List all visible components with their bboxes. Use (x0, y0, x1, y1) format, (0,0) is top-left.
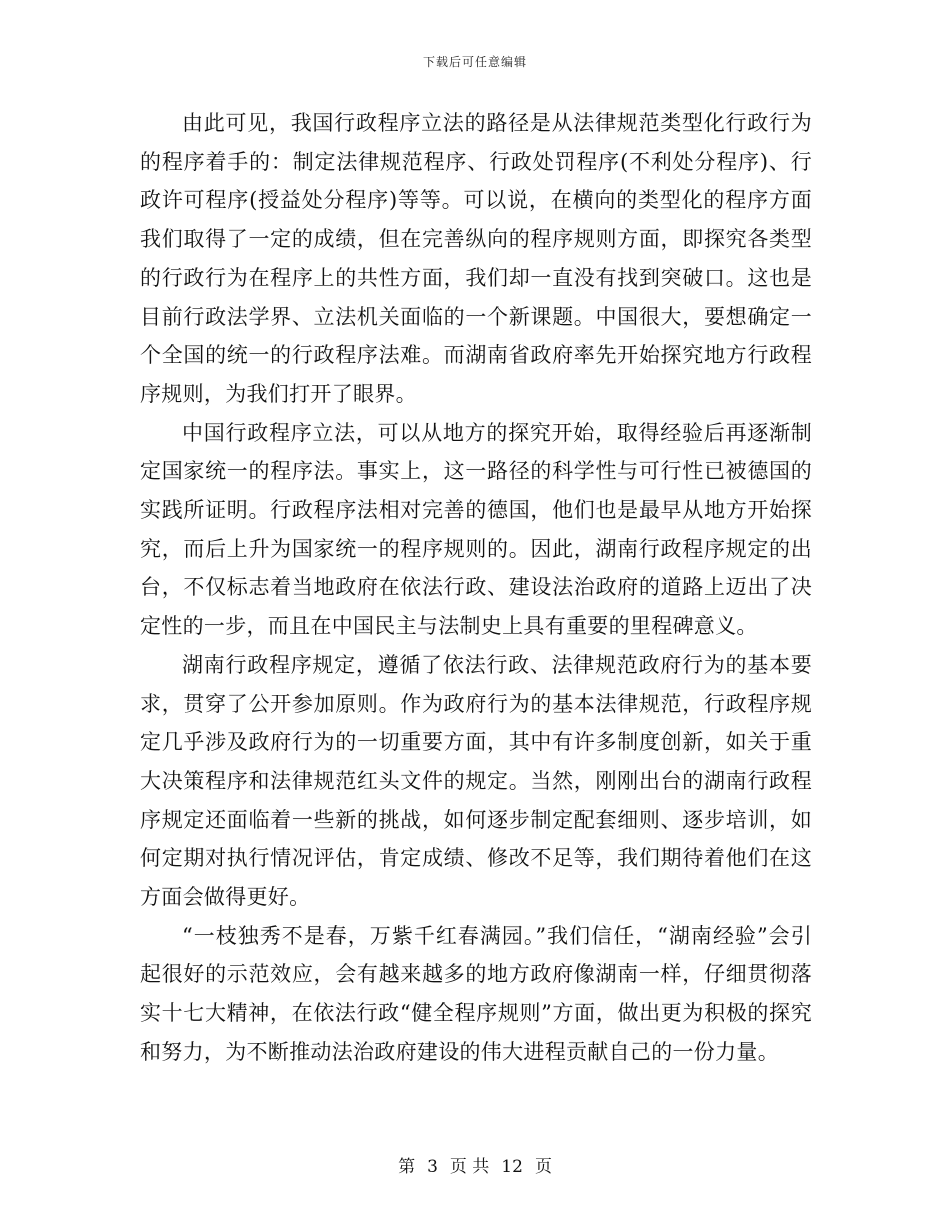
footer-middle: 页 共 (449, 1157, 490, 1177)
footer-prefix: 第 (398, 1157, 416, 1177)
paragraph: “一枝独秀不是春，万紫千红春满园。”我们信任，“湖南经验”会引起很好的示范效应，会有越来越多的地方政府像湖南一样，仔细贯彻落实十七大精神，在依法行政“健全程序规则”方面，做出更为积极的探究和努力，为不断推动法治政府建设的伟大进程贡献自己的一份力量。 (140, 923, 812, 1064)
paragraph: 由此可见，我国行政程序立法的路径是从法律规范类型化行政行为的程序着手的：制定法律规范程序、行政处罚程序(不利处分程序)、行政许可程序(授益处分程序)等等。可以说，在横向的类型化的程序方面我们取得了一定的成绩，但在完善纵向的程序规则方面，即探究各类型的行政行为在程序上的共性方面，我们却一直没有找到突破口。这也是目前行政法学界、立法机关面临的一个新课题。中国很大，要想确定一个全国的统一的行政程序法难。而湖南省政府率先开始探究地方行政程序规则，为我们打开了眼界。 (140, 111, 812, 406)
document-body (140, 104, 812, 1072)
paragraph: 湖南行政程序规定，遵循了依法行政、法律规范政府行为的基本要求，贯穿了公开参加原则。作为政府行为的基本法律规范，行政程序规定几乎涉及政府行为的一切重要方面，其中有许多制度创新，如关于重大决策程序和法律规范红头文件的规定。当然，刚刚出台的湖南行政程序规定还面临着一些新的挑战，如何逐步制定配套细则、逐步培训，如何定期对执行情况评估，肯定成绩、修改不足等，我们期待着他们在这方面会做得更好。 (140, 652, 812, 910)
footer-suffix: 页 (534, 1157, 552, 1177)
footer-total-pages: 12 (501, 1157, 523, 1177)
page-number-footer (0, 1152, 950, 1177)
paragraph: 中国行政程序立法，可以从地方的探究开始，取得经验后再逐渐制定国家统一的程序法。事实上，这一路径的科学性与可行性已被德国的实践所证明。行政程序法相对完善的德国，他们也是最早从地方开始探究，而后上升为国家统一的程序规则的。因此，湖南行政程序规定的出台，不仅标志着当地政府在依法行政、建设法治政府的道路上迈出了决定性的一步，而且在中国民主与法制史上具有重要的里程碑意义。 (140, 420, 812, 639)
footer-current-page: 3 (427, 1157, 438, 1177)
page-header-note: 下载后可任意编辑 (422, 55, 527, 69)
